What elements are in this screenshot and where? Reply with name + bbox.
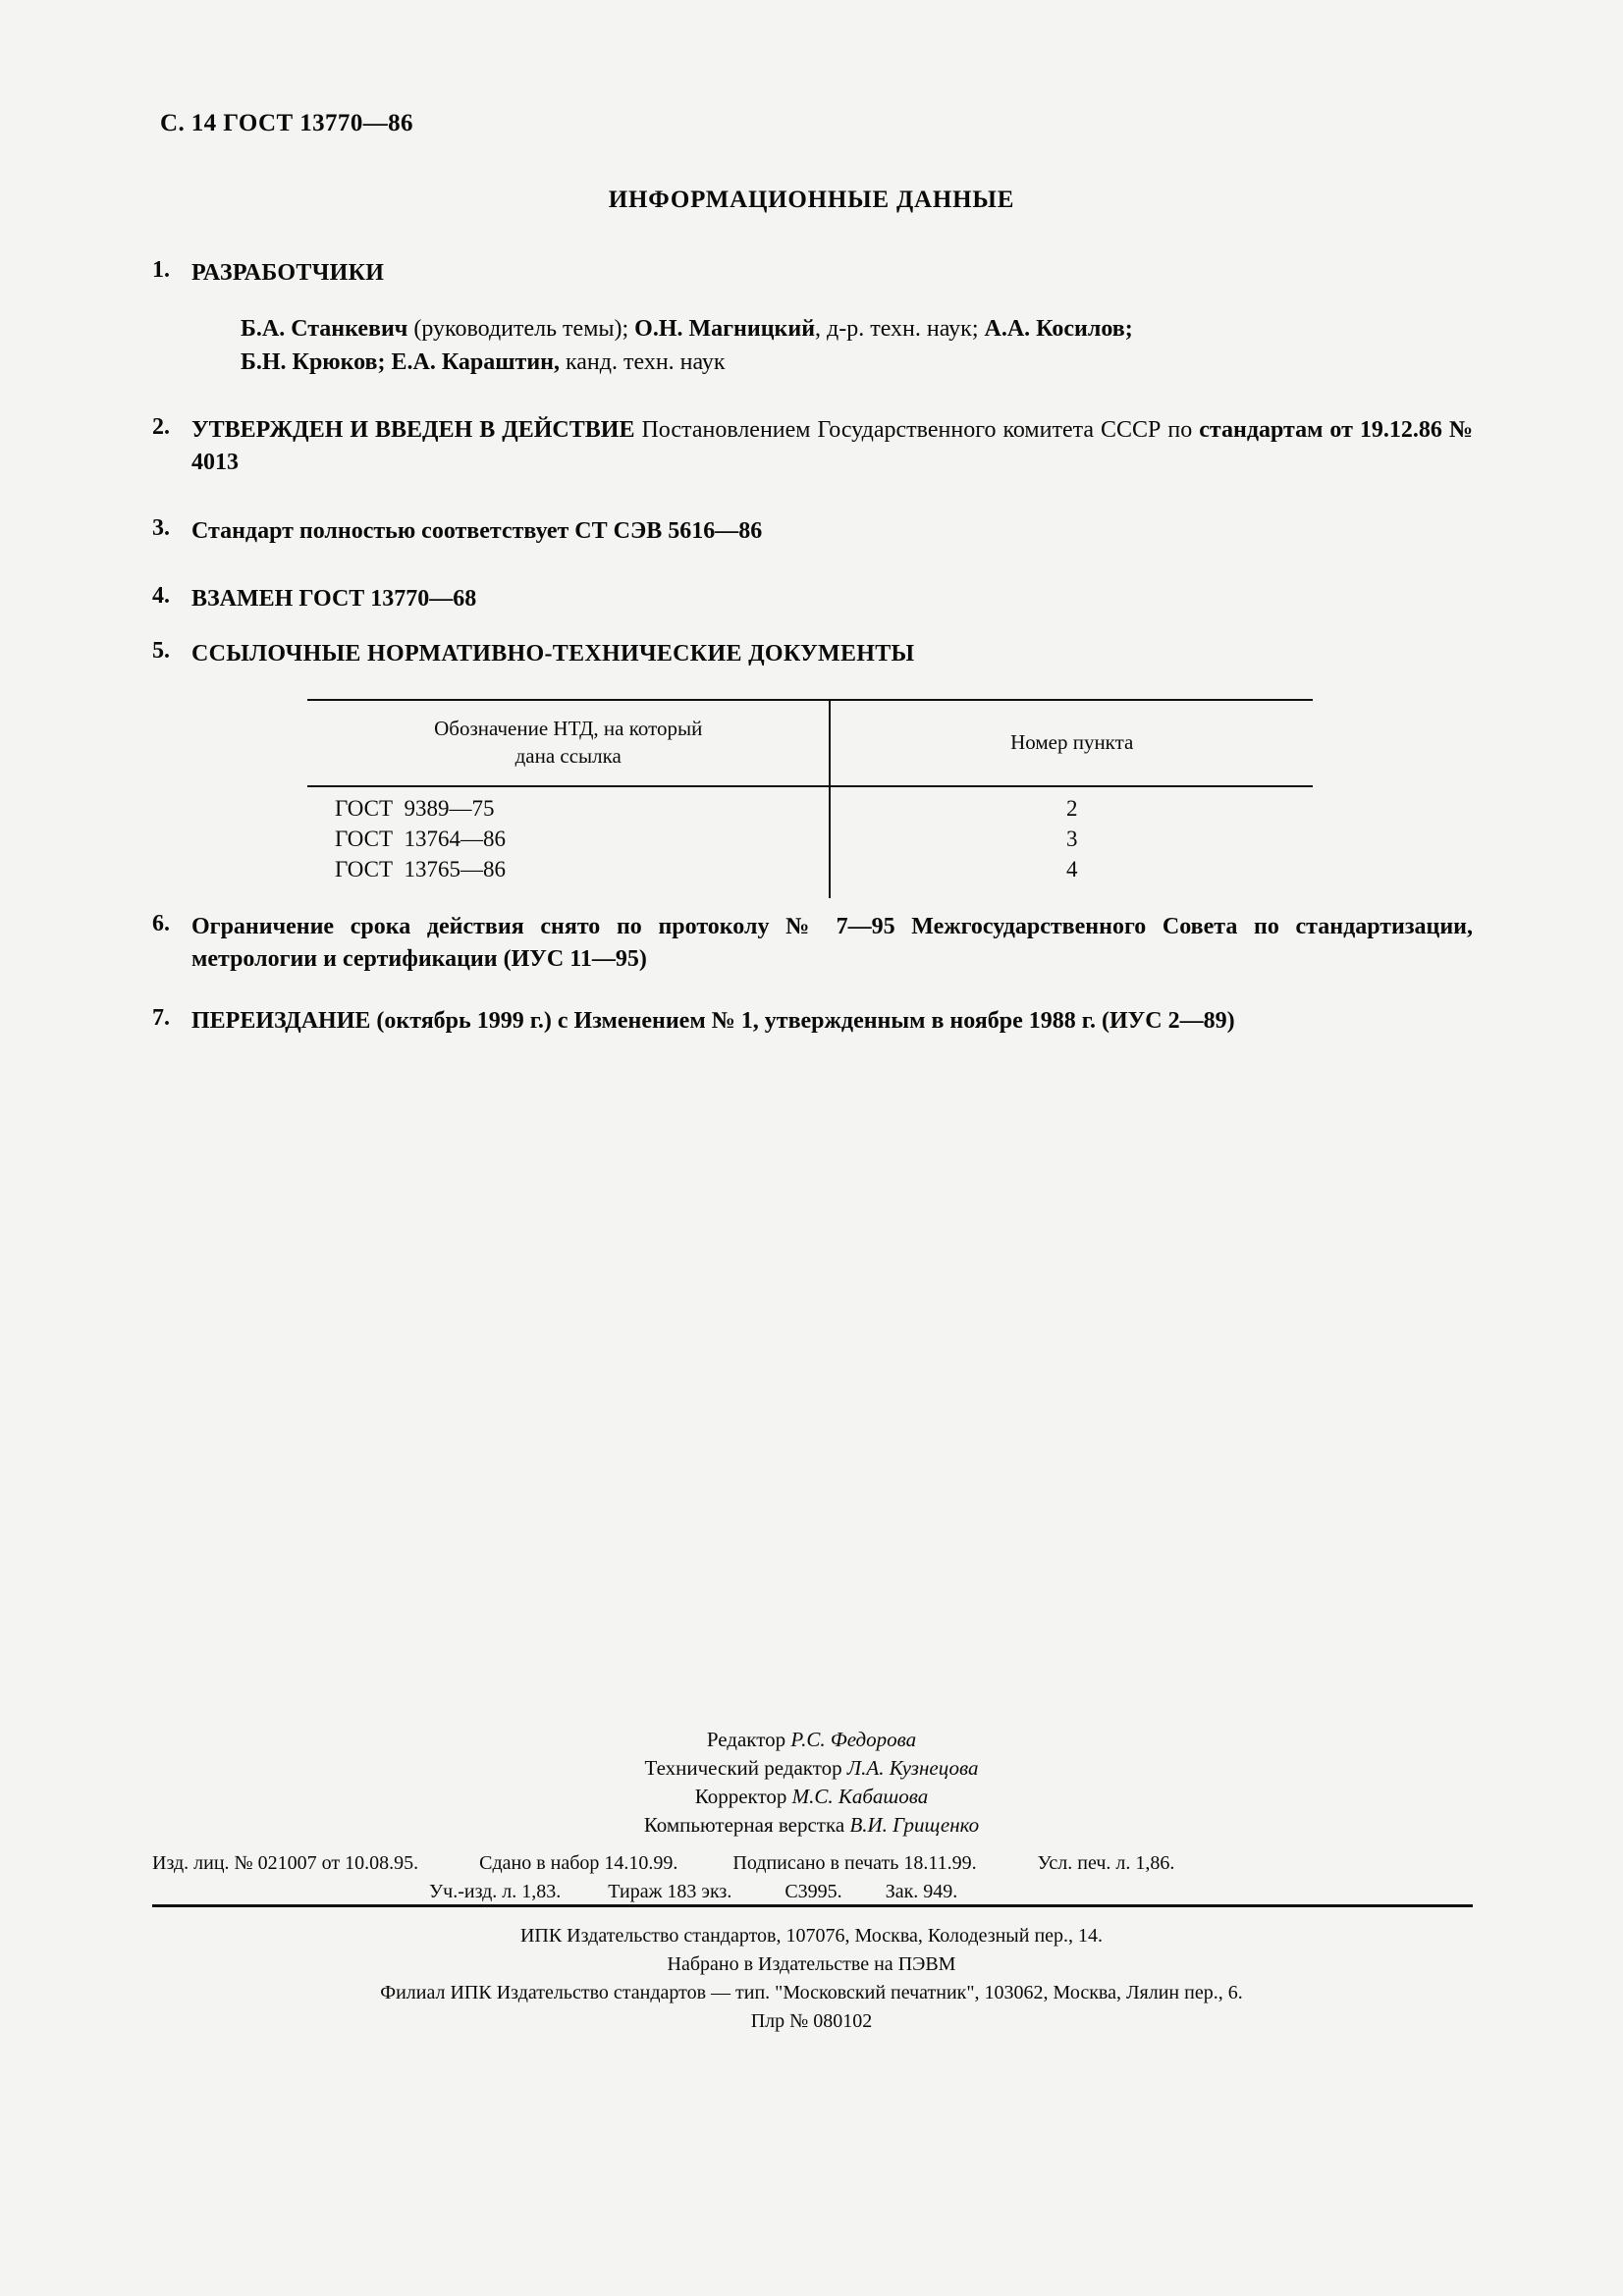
credit-line — [0, 1726, 1623, 1754]
section-4 — [152, 583, 1473, 615]
publication-data — [152, 1849, 1473, 1906]
publication-set-date: Сдано в набор 14.10.99. — [479, 1852, 678, 1874]
section-4-number: 4. — [152, 583, 170, 609]
section-5 — [152, 638, 1473, 670]
section-7-number: 7. — [152, 1005, 170, 1031]
publication-edition-sheets: Уч.-изд. л. 1,83. — [429, 1881, 562, 1902]
section-5-heading: ССЫЛОЧНЫЕ НОРМАТИВНО-ТЕХНИЧЕСКИЕ ДОКУМЕНТЫ — [191, 641, 915, 667]
footer-divider — [152, 1904, 1473, 1907]
section-1-heading: РАЗРАБОТЧИКИ — [191, 260, 385, 286]
section-5-number: 5. — [152, 638, 170, 664]
section-7-text: ПЕРЕИЗДАНИЕ (октябрь 1999 г.) с Изменением № 1, утвержденным в ноябре 1988 г. (ИУС 2—89) — [191, 1008, 1235, 1034]
publisher-imprint — [0, 1922, 1623, 2036]
publication-data-row — [152, 1849, 1473, 1878]
developer-name-2: О.Н. Магницкий — [634, 316, 816, 342]
section-2-regular: Постановлением Государственного комитета СССР по — [641, 417, 1200, 443]
table-cell-item: 3 — [1065, 827, 1078, 851]
table-cell-ntd: ГОСТ 9389—75 — [335, 796, 495, 821]
publication-sheets: Усл. печ. л. 1,86. — [1037, 1852, 1175, 1874]
section-6-text: Ограничение срока действия снято по протоколу № 7—95 Межгосударственного Совета по стандартизации, метрологии и сертификации (ИУС 11—95) — [191, 914, 1473, 972]
section-3-number: 3. — [152, 515, 170, 541]
running-head: С. 14 ГОСТ 13770—86 — [160, 110, 413, 136]
credit-name: Р.С. Федорова — [790, 1728, 917, 1751]
section-2-text — [191, 414, 1473, 479]
credit-name: М.С. Кабашова — [791, 1785, 929, 1808]
page-title: ИНФОРМАЦИОННЫЕ ДАННЫЕ — [608, 187, 1015, 213]
section-2 — [152, 414, 1473, 479]
section-6-number: 6. — [152, 911, 170, 936]
credit-role: Компьютерная верстка — [643, 1813, 850, 1837]
publication-print-date: Подписано в печать 18.11.99. — [732, 1852, 977, 1874]
table-cell-ntd: ГОСТ 13765—86 — [335, 857, 507, 881]
developer-role-1: (руководитель темы); — [407, 316, 635, 342]
developer-name-3: А.А. Косилов; — [984, 316, 1133, 342]
table-cell-ntd: ГОСТ 13764—86 — [335, 827, 507, 851]
publication-circulation: Тираж 183 экз. — [608, 1881, 732, 1902]
publication-data-row — [152, 1878, 1473, 1906]
publication-code: С3995. — [784, 1881, 842, 1902]
credit-role: Корректор — [694, 1785, 792, 1808]
developer-name-1: Б.А. Станкевич — [241, 316, 408, 342]
table-header-ntd-line1: Обозначение НТД, на который — [434, 717, 703, 740]
credit-line — [0, 1783, 1623, 1811]
developer-role-2: , д-р. техн. наук; — [815, 316, 985, 342]
table-cell-item-list — [830, 786, 1313, 898]
table-header-ntd-line2: дана ссылка — [514, 744, 622, 768]
credit-line — [0, 1754, 1623, 1783]
section-1 — [152, 257, 1473, 290]
table-header-ntd — [307, 700, 830, 786]
reference-documents-table — [307, 699, 1313, 898]
table-cell-item: 2 — [1065, 796, 1078, 821]
section-2-number: 2. — [152, 414, 170, 440]
imprint-line: Набрано в Издательстве на ПЭВМ — [667, 1953, 956, 1975]
developer-name-4: Б.Н. Крюков; Е.А. Караштин, — [241, 349, 560, 375]
publication-license: Изд. лиц. № 021007 от 10.08.95. — [152, 1852, 419, 1874]
publication-order: Зак. 949. — [885, 1881, 958, 1902]
table-cell-item: 4 — [1065, 857, 1078, 881]
table-row — [307, 786, 1313, 898]
table-header-item: Номер пункта — [830, 700, 1313, 786]
section-6 — [152, 911, 1473, 976]
section-3 — [152, 515, 1473, 548]
credit-role: Редактор — [706, 1728, 791, 1751]
section-2-bold-lead: УТВЕРЖДЕН И ВВЕДЕН В ДЕЙСТВИЕ — [191, 417, 642, 443]
section-7 — [152, 1005, 1473, 1038]
credit-name: Л.А. Кузнецова — [846, 1756, 979, 1780]
table-header-row — [307, 700, 1313, 786]
section-3-text: Стандарт полностью соответствует СТ СЭВ 5616—86 — [191, 518, 763, 544]
credit-role: Технический редактор — [644, 1756, 847, 1780]
imprint-line: Плр № 080102 — [750, 2010, 873, 2032]
imprint-line: Филиал ИПК Издательство стандартов — тип. "Московский печатник", 103062, Москва, Лялин пер., 6. — [380, 1982, 1243, 2003]
section-2-bold-tail: стандартам от 19.12.86 № 4013 — [191, 417, 1473, 475]
developer-role-4: канд. техн. наук — [559, 349, 726, 375]
developers-paragraph — [241, 312, 1476, 379]
credit-line — [0, 1811, 1623, 1840]
section-1-number: 1. — [152, 257, 170, 283]
section-4-text: ВЗАМЕН ГОСТ 13770—68 — [191, 586, 477, 612]
imprint-line: ИПК Издательство стандартов, 107076, Москва, Колодезный пер., 14. — [519, 1925, 1104, 1947]
credit-name: В.И. Грищенко — [849, 1813, 980, 1837]
table-cell-ntd-list — [307, 786, 830, 898]
colophon-credits — [0, 1726, 1623, 1840]
